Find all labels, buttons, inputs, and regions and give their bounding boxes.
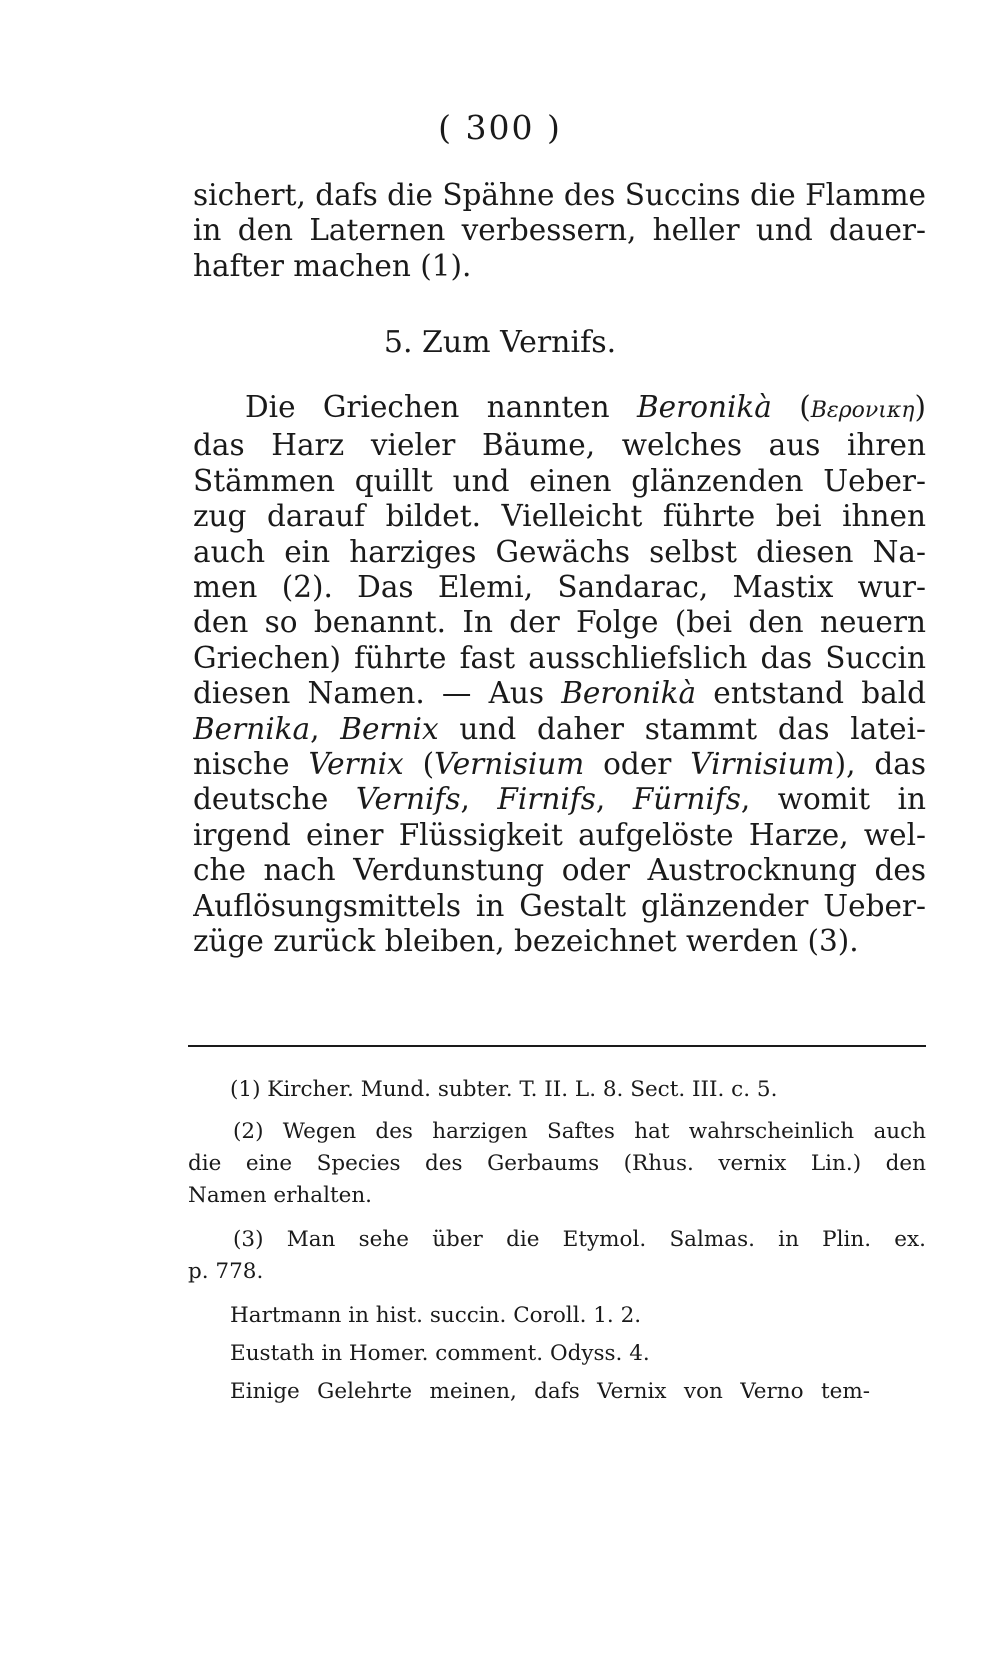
text-line: züge zurück bleiben, bezeichnet werden (3). bbox=[193, 924, 859, 959]
footnote-3-hartmann: Hartmann in hist. succin. Coroll. 1. 2. bbox=[230, 1303, 642, 1328]
text-line: das Harz vieler Bäume, welches aus ihren bbox=[193, 428, 926, 463]
italic-term: Beronikà bbox=[561, 676, 697, 711]
section-heading: 5. Zum Vernifs. bbox=[383, 325, 617, 360]
text-line: nische Vernix (Vernisium oder Virnisium), das bbox=[193, 747, 926, 782]
footnote-3-eustath: Eustath in Homer. comment. Odyss. 4. bbox=[230, 1341, 650, 1366]
text-line: Die Griechen nannten Beronikà (Βερονικη) bbox=[245, 390, 926, 424]
footnote-2: (2) Wegen des harzigen Saftes hat wahrscheinlich auch die eine Species des Gerbaums (Rhus. vernix Lin.) den Namen erhalten. bbox=[188, 1119, 926, 1208]
text-line: deutsche Vernifs, Firnifs, Fürnifs, womit in bbox=[193, 782, 926, 817]
italic-term: Fürnifs bbox=[632, 782, 741, 817]
text-line: men (2). Das Elemi, Sandarac, Mastix wur- bbox=[193, 570, 926, 605]
italic-term: Bernix bbox=[340, 711, 439, 746]
italic-term: Vernifs bbox=[355, 782, 461, 817]
footnote-3-einige: Einige Gelehrte meinen, dafs Vernix von Verno tem- bbox=[230, 1379, 870, 1404]
page-number: ( 300 ) bbox=[438, 108, 562, 147]
footnote-divider bbox=[188, 1045, 926, 1047]
italic-term: Vernix bbox=[308, 747, 404, 782]
greek-term: Βερονικη bbox=[810, 398, 915, 423]
footnote-3: (3) Man sehe über die Etymol. Salmas. in Plin. ex. p. 778. bbox=[188, 1227, 926, 1284]
text-line: hafter machen (1). bbox=[193, 248, 472, 283]
text-line: diesen Namen. — Aus Beronikà entstand bald bbox=[193, 676, 926, 711]
footnote-1: (1) Kircher. Mund. subter. T. II. L. 8. Sect. III. c. 5. bbox=[230, 1077, 778, 1102]
text-line: sichert, dafs die Spähne des Succins die Flamme bbox=[193, 178, 926, 212]
text-line: Bernika, Bernix und daher stammt das latei- bbox=[193, 711, 926, 746]
italic-term: Bernika bbox=[193, 711, 311, 746]
text-line: irgend einer Flüssigkeit aufgelöste Harze, wel- bbox=[193, 817, 926, 852]
italic-term: Beronikà bbox=[636, 390, 772, 424]
text-line: Auflösungsmittels in Gestalt glänzender Ueber- bbox=[193, 888, 926, 923]
italic-term: Vernisium bbox=[434, 747, 585, 782]
italic-term: Firnifs bbox=[497, 782, 596, 817]
text-line: che nach Verdunstung oder Austrocknung des bbox=[193, 853, 926, 888]
text-line: Stämmen quillt und einen glänzenden Ueber- bbox=[193, 463, 926, 498]
text-line: in den Laternen verbessern, heller und dauer- bbox=[193, 213, 926, 248]
paragraph-vernifs bbox=[193, 390, 926, 960]
text-line: zug darauf bildet. Vielleicht führte bei ihnen bbox=[193, 499, 926, 534]
paragraph-continuation bbox=[193, 178, 926, 284]
italic-term: Virnisium bbox=[690, 747, 835, 782]
text-line: auch ein harziges Gewächs selbst diesen Na- bbox=[193, 534, 926, 569]
text-line: den so benannt. In der Folge (bei den neuern bbox=[193, 605, 926, 640]
text-line: Griechen) führte fast ausschliefslich das Succin bbox=[193, 640, 926, 675]
